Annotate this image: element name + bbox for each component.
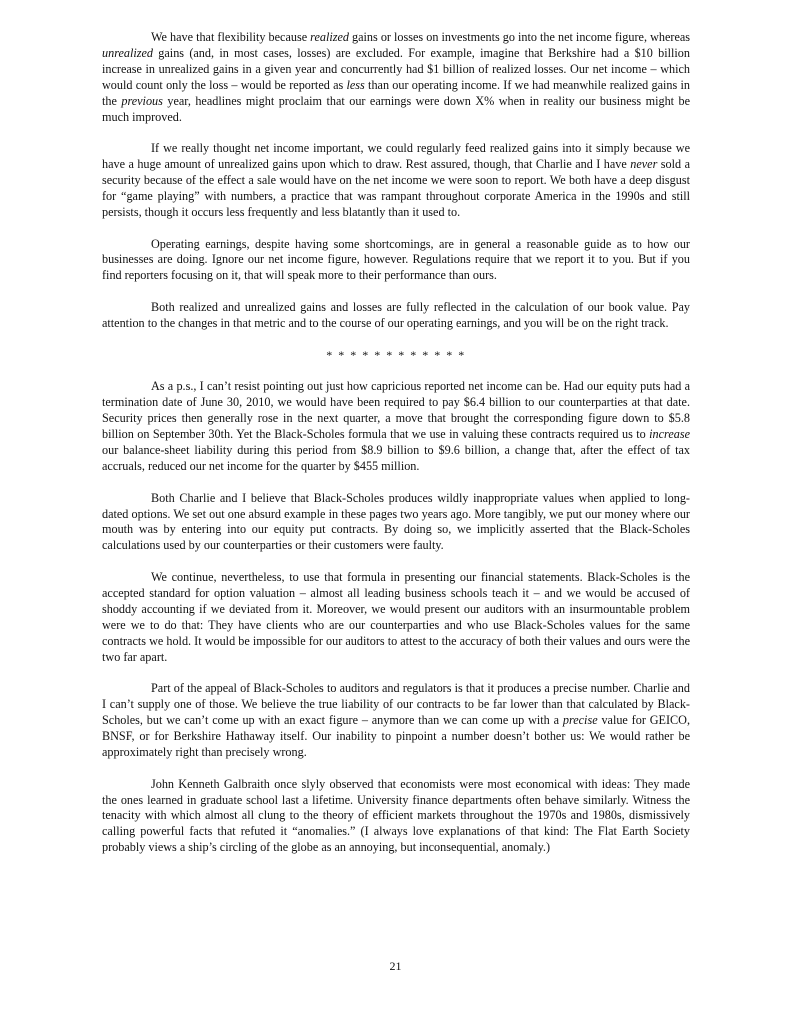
- paragraph: [102, 379, 690, 474]
- paragraph: [102, 237, 690, 285]
- text-run: than our operating income. If we had meanwhile realized gains in the: [102, 77, 691, 108]
- text-run: gains (and, in most cases, losses) are excluded. For example, imagine that Berkshire had a $10 billion increase in unrealized gains in a given year and concurrently had $1 billion of realized losses. Our net income – which would count only the loss – would be reported as: [102, 45, 690, 92]
- italic-text: unrealized: [102, 45, 153, 60]
- text-run: year, headlines might proclaim that our earnings were down X% when in reality our business might be much improved.: [102, 93, 691, 124]
- text-run: John Kenneth Galbraith once slyly observed that economists were most economical with ideas: They made the ones learned in graduate school last a lifetime. University finance departments often behave similarly. Witness the tenacity with which almost all clung to the theory of efficient markets throughout the 1970s and 1980s, dismissively calling powerful facts that refuted it “anomalies.” (I always love explanations of that kind: The Flat Earth Society probably views a ship’s circling of the globe as an annoying, but inconsequential, anomaly.): [102, 776, 690, 855]
- paragraph: [102, 491, 690, 555]
- text-run: Part of the appeal of Black-Scholes to auditors and regulators is that it produces a precise number. Charlie and I can’t supply one of those. We believe the true liability of our contracts to be far lower than that calculated by Black-Scholes, but we can’t come up with an exact figure – anymore than we can come up with a: [102, 681, 690, 728]
- paragraphs-before: [102, 30, 690, 332]
- text-run: Both Charlie and I believe that Black-Scholes produces wildly inappropriate values when applied to long-dated options. We set out one absurd example in these pages two years ago. More tangibly, we put our money where our mouth was by entering into our equity put contracts. By doing so, we implicitly asserted that the Black-Scholes calculations used by our counterparties or their customers were faulty.: [102, 490, 690, 553]
- section-separator: * * * * * * * * * * * *: [326, 347, 466, 362]
- italic-text: less: [346, 77, 365, 92]
- text-run: value for GEICO, BNSF, or for Berkshire Hathaway itself. Our inability to pinpoint a number doesn’t bother us: We would rather be approximately right than precisely wrong.: [102, 713, 691, 759]
- text-run: Operating earnings, despite having some shortcomings, are in general a reasonable guide as to how our businesses are doing. Ignore our net income figure, however. Regulations require that we report it to you. But if you find reporters focusing on it, that will speak more to their performance than ours.: [102, 236, 690, 283]
- text-run: As a p.s., I can’t resist pointing out just how capricious reported net income can be. Had our equity puts had a termination date of June 30, 2010, we would have been required to pay $6.4 billion to our counterparties at that date. Security prices then generally rose in the next quarter, a move that brought the corresponding figure down to $5.8 billion on September 30th. Yet the Black-Scholes formula that we use in valuing these contracts required us to: [102, 379, 690, 442]
- italic-text: never: [630, 157, 658, 172]
- paragraph: [102, 30, 690, 125]
- italic-text: precise: [562, 713, 598, 728]
- document-page: [102, 30, 690, 856]
- italic-text: realized: [310, 30, 349, 44]
- paragraph: [102, 570, 690, 665]
- text-run: our balance-sheet liability during this period from $8.9 billion to $9.6 billion, a change that, after the effect of tax accruals, reduced our net income for the quarter by $455 million.: [102, 443, 690, 473]
- paragraph: [102, 681, 690, 761]
- paragraph: [102, 777, 690, 857]
- text-run: Both realized and unrealized gains and losses are fully reflected in the calculation of our book value. Pay attention to the changes in that metric and to the course of our operating earnings, and you will be on the right track.: [102, 300, 690, 330]
- paragraph: [102, 141, 690, 221]
- paragraphs-after: [102, 379, 690, 856]
- page-number: 21: [389, 959, 402, 973]
- text-run: We continue, nevertheless, to use that formula in presenting our financial statements. Black-Scholes is the accepted standard for option valuation – almost all leading business schools teach it – and we would be accused of shoddy accounting if we deviated from it. Moreover, we would present our auditors with an insurmountable problem were we to do that: They have clients who are our counterparties and who use Black-Scholes values for the same contracts we hold. It would be impossible for our auditors to attest to the accuracy of both their values and ours were the two far apart.: [102, 570, 690, 664]
- text-run: We have that flexibility because: [151, 30, 311, 44]
- paragraph: [102, 300, 690, 332]
- italic-text: increase: [649, 427, 690, 442]
- text-run: sold a security because of the effect a sale would have on the net income we were soon to report. We both have a deep disgust for “game playing” with numbers, a practice that was rampant throughout corporate America in the 1990s and still persists, though it occurs less frequently and less blatantly than it used to.: [102, 157, 690, 219]
- text-run: gains or losses on investments go into the net income figure, whereas: [348, 30, 691, 44]
- text-run: If we really thought net income important, we could regularly feed realized gains into it simply because we have a huge amount of unrealized gains upon which to draw. Rest assured, though, that Charlie and I have: [102, 141, 690, 172]
- italic-text: previous: [121, 93, 163, 108]
